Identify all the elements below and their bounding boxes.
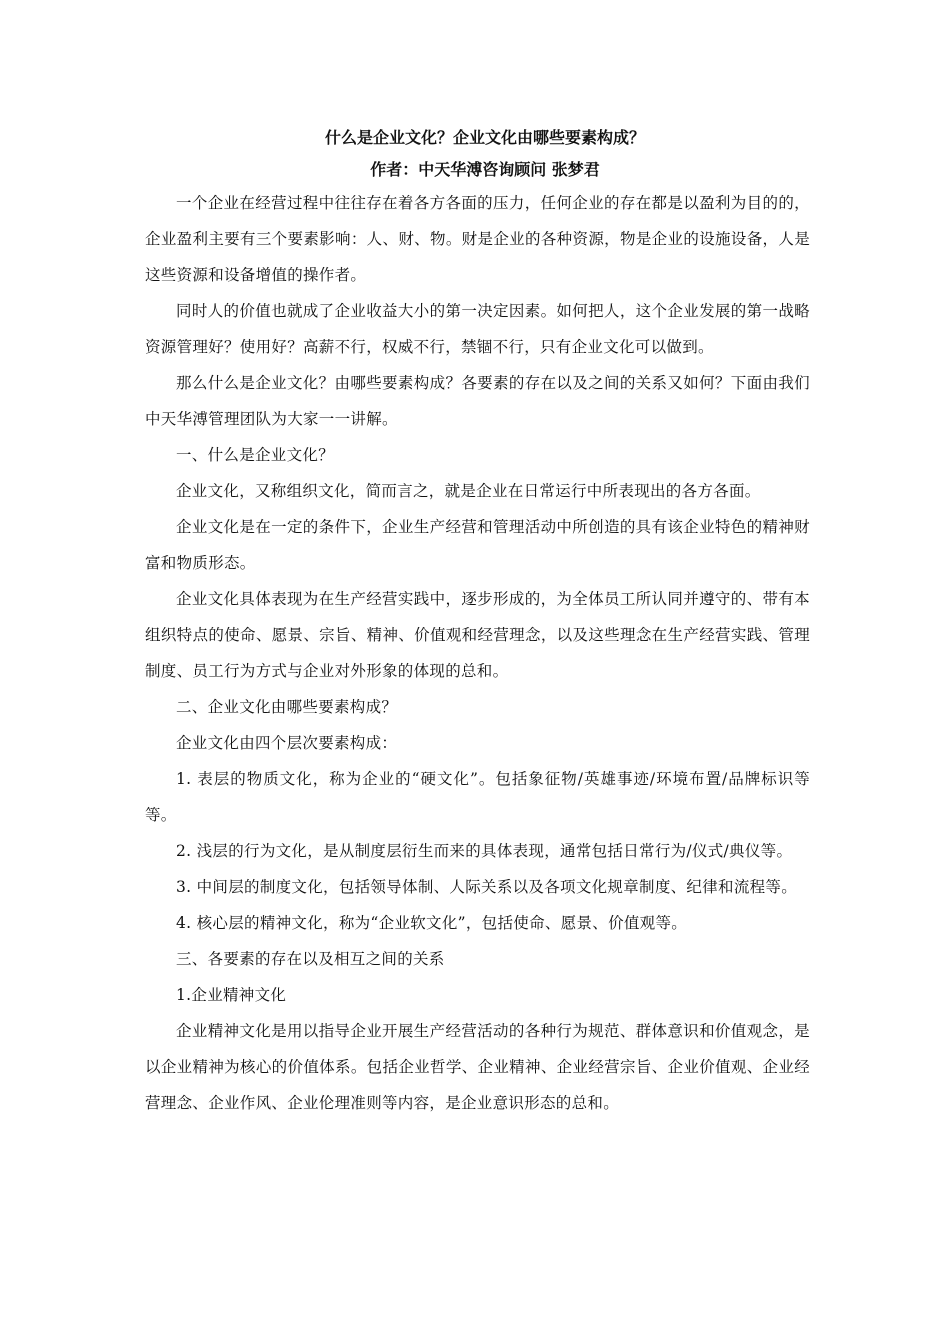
- document-author: 作者：中天华溥咨询顾问 张梦君: [370, 160, 600, 179]
- paragraph: 一个企业在经营过程中往往存在着各方各面的压力，任何企业的存在都是以盈利为目的的，企业盈利主要有三个要素影响：人、财、物。财是企业的各种资源，物是企业的设施设备，人是这些资源和设备增值的操作者。: [145, 194, 810, 284]
- section-heading: 三、各要素的存在以及相互之间的关系: [176, 950, 445, 968]
- paragraph: 企业精神文化是用以指导企业开展生产经营活动的各种行为规范、群体意识和价值观念，是以企业精神为核心的价值体系。包括企业哲学、企业精神、企业经营宗旨、企业价值观、企业经营理念、企业作风、企业伦理准则等内容，是企业意识形态的总和。: [145, 1022, 810, 1112]
- section-heading: 二、企业文化由哪些要素构成？: [176, 698, 398, 716]
- list-item: 4. 核心层的精神文化，称为“企业软文化”，包括使命、愿景、价值观等。: [176, 914, 688, 932]
- document-title: 什么是企业文化？企业文化由哪些要素构成？: [324, 128, 645, 147]
- paragraph: 企业文化由四个层次要素构成：: [176, 734, 398, 752]
- section-heading: 一、什么是企业文化？: [176, 446, 335, 464]
- list-item: 2. 浅层的行为文化，是从制度层衍生而来的具体表现，通常包括日常行为/仪式/典仪等。: [176, 842, 793, 860]
- list-item: 3. 中间层的制度文化，包括领导体制、人际关系以及各项文化规章制度、纪律和流程等。: [176, 878, 798, 896]
- document-body: [145, 125, 810, 1121]
- paragraph: 那么什么是企业文化？由哪些要素构成？各要素的存在以及之间的关系又如何？下面由我们中天华溥管理团队为大家一一讲解。: [145, 374, 810, 428]
- list-item: 1. 表层的物质文化，称为企业的“硬文化”。包括象征物/英雄事迹/环境布置/品牌标识等等。: [145, 770, 810, 824]
- paragraph: 企业文化是在一定的条件下，企业生产经营和管理活动中所创造的具有该企业特色的精神财富和物质形态。: [145, 518, 810, 572]
- subsection-heading: 1.企业精神文化: [176, 986, 287, 1004]
- paragraph: 企业文化，又称组织文化，简而言之，就是企业在日常运行中所表现出的各方各面。: [176, 482, 761, 500]
- paragraph: 同时人的价值也就成了企业收益大小的第一决定因素。如何把人，这个企业发展的第一战略资源管理好？使用好？高薪不行，权威不行，禁锢不行，只有企业文化可以做到。: [145, 302, 810, 356]
- paragraph: 企业文化具体表现为在生产经营实践中，逐步形成的，为全体员工所认同并遵守的、带有本组织特点的使命、愿景、宗旨、精神、价值观和经营理念，以及这些理念在生产经营实践、管理制度、员工行为方式与企业对外形象的体现的总和。: [145, 590, 810, 680]
